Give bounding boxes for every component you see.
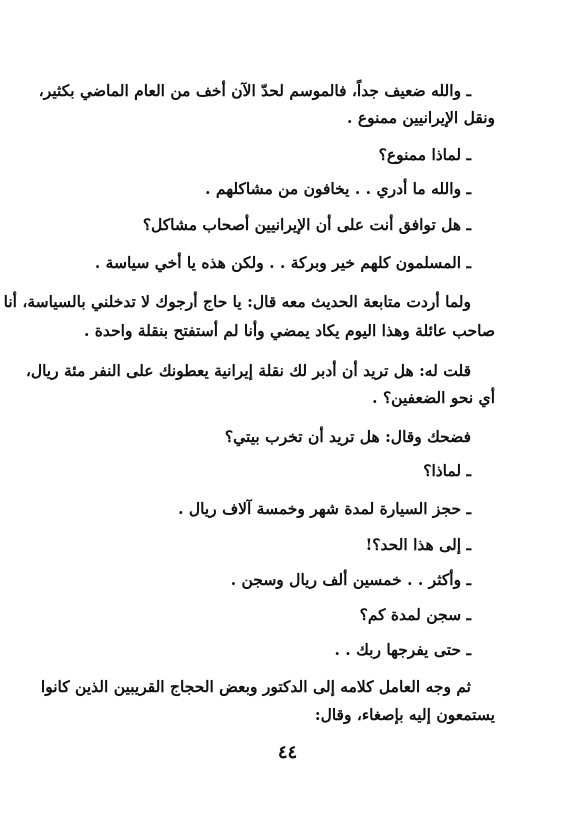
text-line: ثم وجه العامل كلامه إلى الدكتور وبعض الحجاج القريبين الذين كانوا	[40, 677, 471, 696]
text-line: ـ لماذا ممنوع؟	[378, 145, 471, 164]
text-line: ـ إلى هذا الحد؟!	[365, 535, 471, 554]
text-line: ـ حجز السيارة لمدة شهر وخمسة آلاف ريال .	[178, 499, 471, 518]
text-line: ـ المسلمون كلهم خير وبركة . . ولكن هذه يا أخي سياسة .	[94, 253, 471, 272]
text-line: قلت له: هل تريد أن أدبر لك نقلة إيرانية يعطونك على النفر مئة ريال،	[25, 361, 471, 380]
text-line: ـ لماذا؟	[423, 461, 471, 480]
text-line: ـ هل توافق أنت على أن الإيرانيين أصحاب مشاكل؟	[142, 215, 471, 234]
page-number: ٤٤	[277, 742, 298, 763]
text-line: ـ والله ضعيف جداً، فالموسم لحدّ الآن أخف من العام الماضي بكثير،	[38, 81, 471, 100]
text-line: ـ والله ما أدري . . يخافون من مشاكلهم .	[205, 179, 471, 198]
text-line: ـ سجن لمدة كم؟	[359, 605, 471, 624]
text-line: ولما أردت متابعة الحديث معه قال: يا حاج أرجوك لا تدخلني بالسياسة، أنا	[3, 292, 471, 311]
text-line: أي نحو الضعفين؟ .	[372, 388, 495, 407]
text-line: ونقل الإيرانيين ممنوع .	[347, 108, 495, 127]
text-line: فضحك وقال: هل تريد أن تخرب بيتي؟	[224, 427, 471, 446]
text-line: يستمعون إليه بإصغاء، وقال:	[314, 705, 495, 724]
text-line: ـ وأكثر . . خمسين ألف ريال وسجن .	[230, 570, 471, 589]
text-line: صاحب عائلة وهذا اليوم يكاد يمضي وأنا لم أستفتح بنقلة واحدة .	[84, 321, 495, 340]
text-line: ـ حتى يفرجها ربك . .	[334, 640, 471, 659]
